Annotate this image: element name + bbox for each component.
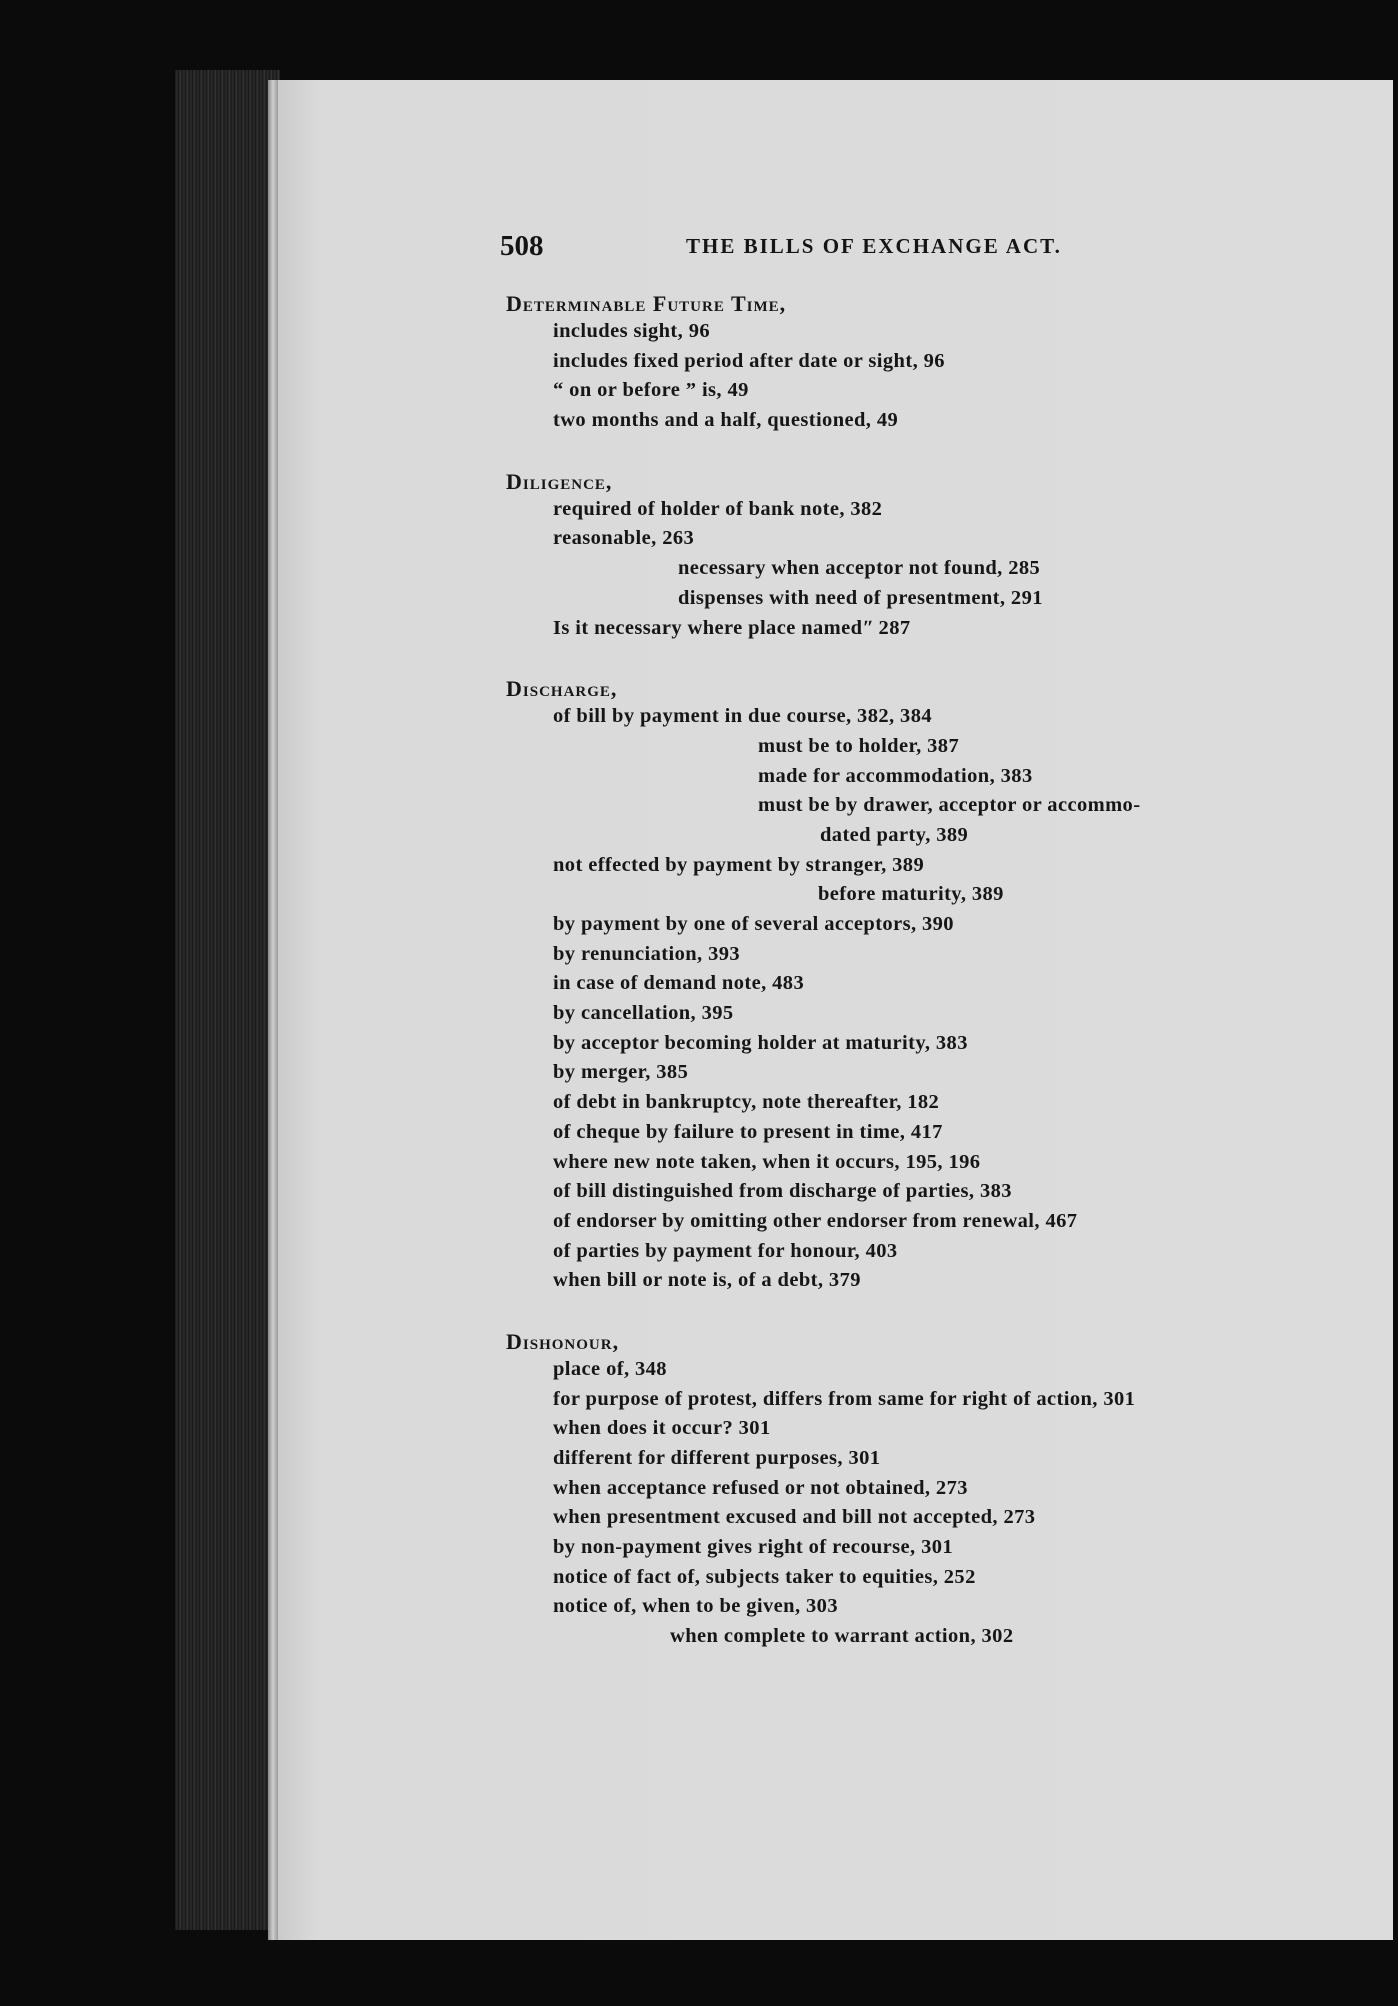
index-subentry: by payment by one of several acceptors, 390 [553, 913, 954, 935]
index-subentry: by cancellation, 395 [553, 1002, 734, 1025]
index-subentry: notice of, when to be given, 303 [553, 1595, 838, 1618]
index-subentry: by non-payment gives right of recourse, 301 [553, 1536, 954, 1559]
index-subentry: two months and a half, questioned, 49 [553, 409, 899, 432]
index-entry [506, 468, 1306, 643]
page-number: 508 [500, 230, 544, 262]
index-subentry: before maturity, 389 [818, 883, 1004, 906]
index-entry [506, 675, 1306, 1296]
index-entry [506, 1328, 1306, 1652]
index-subentry: of debt in bankruptcy, note thereafter, 182 [553, 1091, 940, 1114]
index-subentry: when acceptance refused or not obtained, 273 [553, 1476, 968, 1499]
index-subentry: different for different purposes, 301 [553, 1447, 881, 1469]
page-gutter [268, 80, 278, 1940]
index-subentry: necessary when acceptor not found, 285 [678, 557, 1041, 580]
index-subentry: place of, 348 [553, 1357, 667, 1380]
index-subentry: by renunciation, 393 [553, 942, 741, 965]
index-subentry: when bill or note is, of a debt, 379 [553, 1269, 861, 1292]
index-subentry: where new note taken, when it occurs, 195, 196 [553, 1150, 981, 1173]
page-header [500, 230, 1085, 260]
index-subentry: when does it occur? 301 [553, 1417, 771, 1440]
index-subentry: required of holder of bank note, 382 [553, 497, 883, 520]
index-subentry: must be to holder, 387 [758, 734, 960, 757]
entry-heading: Diligence, [506, 468, 613, 494]
index-subentry: reasonable, 263 [553, 527, 695, 550]
entry-heading: Dishonour, [506, 1328, 620, 1354]
index-subentry: “ on or before ” is, 49 [553, 379, 749, 402]
index-subentry: of bill distinguished from discharge of parties, 383 [553, 1180, 1012, 1203]
index-subentry: includes sight, 96 [553, 320, 710, 342]
index-subentry: for purpose of protest, differs from same for right of action, 301 [553, 1387, 1136, 1410]
index-entry [506, 290, 1306, 436]
index-subentry: of bill by payment in due course, 382, 384 [553, 705, 932, 728]
index-subentry: in case of demand note, 483 [553, 972, 805, 995]
index-subentry: includes fixed period after date or sight, 96 [553, 349, 945, 372]
running-title: THE BILLS OF EXCHANGE ACT. [686, 234, 1062, 258]
index-subentry: made for accommodation, 383 [758, 764, 1033, 787]
index-subentry: of cheque by failure to present in time, 417 [553, 1120, 943, 1143]
book-page-edges [175, 70, 280, 1930]
index-subentry: of endorser by omitting other endorser from renewal, 467 [553, 1209, 1078, 1232]
index-body [506, 290, 1306, 1652]
entry-heading: Discharge, [506, 676, 618, 702]
index-subentry: when presentment excused and bill not accepted, 273 [553, 1506, 1036, 1529]
index-subentry: dated party, 389 [820, 823, 969, 846]
index-subentry: not effected by payment by stranger, 389 [553, 853, 925, 876]
index-subentry: by acceptor becoming holder at maturity, 383 [553, 1031, 968, 1054]
entry-heading: Determinable Future Time, [506, 291, 787, 316]
index-subentry: by merger, 385 [553, 1061, 689, 1084]
index-subentry: when complete to warrant action, 302 [670, 1625, 1014, 1648]
index-subentry: notice of fact of, subjects taker to equities, 252 [553, 1565, 976, 1588]
index-subentry: must be by drawer, acceptor or accommo- [758, 794, 1141, 817]
index-subentry: dispenses with need of presentment, 291 [678, 586, 1043, 609]
index-subentry: Is it necessary where place namedʺ 287 [553, 616, 911, 639]
index-subentry: of parties by payment for honour, 403 [553, 1239, 898, 1262]
